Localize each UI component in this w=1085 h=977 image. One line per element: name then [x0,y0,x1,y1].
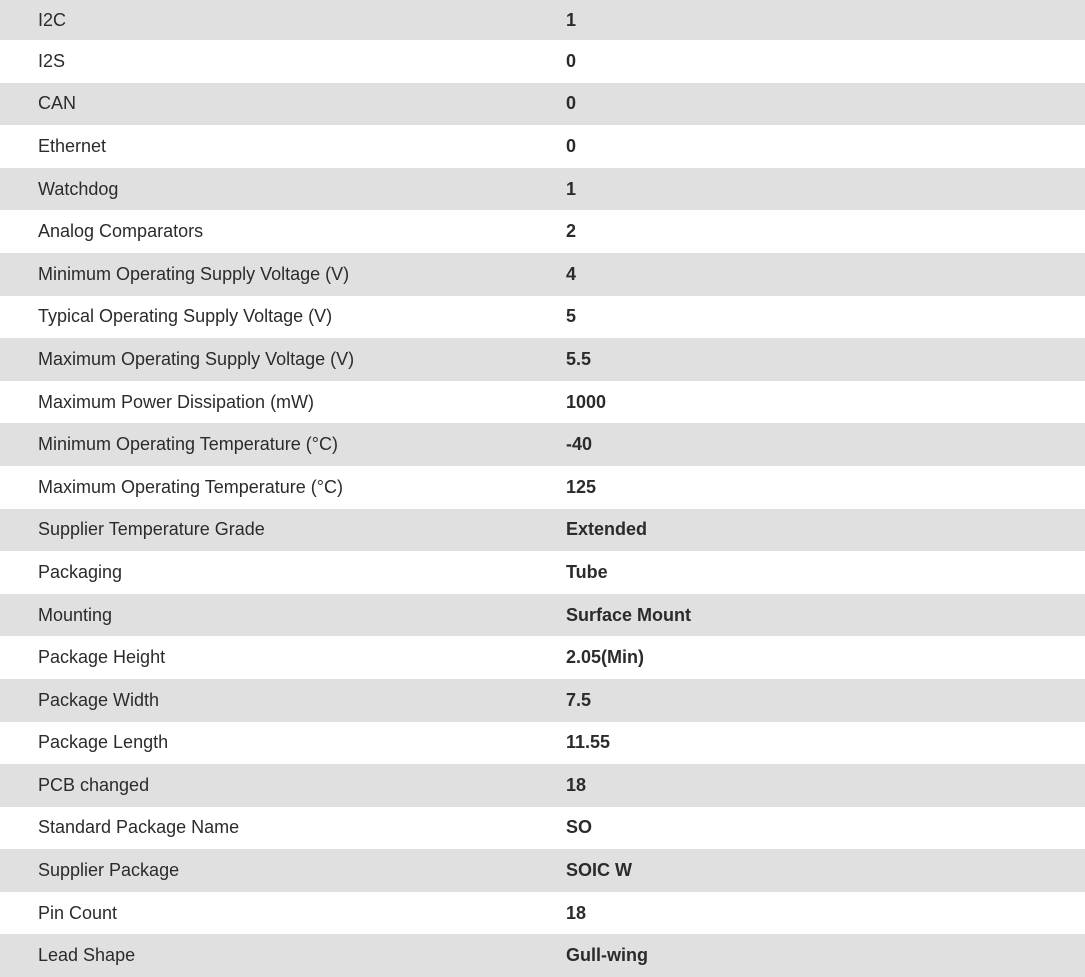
spec-value: 125 [566,476,597,497]
spec-name: Watchdog [38,178,119,199]
spec-value: 1000 [566,391,607,412]
spec-value: 5 [566,306,577,327]
spec-row-pcb-changed [0,764,1085,807]
spec-value: 2 [566,221,577,242]
spec-row-mounting [0,594,1085,637]
spec-row-package-width [0,679,1085,722]
spec-name: Maximum Operating Supply Voltage (V) [38,348,355,369]
spec-name: PCB changed [38,774,150,795]
spec-row-watchdog [0,168,1085,211]
spec-row-ethernet [0,125,1085,168]
spec-value: 0 [566,135,577,156]
spec-name: Packaging [38,561,123,582]
spec-name: CAN [38,93,77,114]
spec-name: Package Width [38,689,160,710]
spec-row-pin-count [0,892,1085,935]
spec-row-max-operating-temperature [0,466,1085,509]
spec-row-package-height [0,636,1085,679]
spec-value: SO [566,817,593,838]
spec-name: Standard Package Name [38,817,240,838]
spec-value: 11.55 [566,732,611,753]
spec-name: I2C [38,9,67,30]
spec-value: Extended [566,519,648,540]
spec-row-analog-comparators [0,210,1085,253]
spec-name: Ethernet [38,135,107,156]
spec-row-supplier-package [0,849,1085,892]
spec-name: Mounting [38,604,113,625]
spec-row-min-operating-temperature [0,423,1085,466]
spec-name: Minimum Operating Supply Voltage (V) [38,263,350,284]
spec-value: 2.05(Min) [566,647,645,668]
spec-name: Maximum Operating Temperature (°C) [38,476,343,497]
spec-name: Pin Count [38,902,118,923]
spec-value: 4 [566,263,577,284]
spec-name: Supplier Package [38,860,180,881]
spec-value: 0 [566,93,577,114]
spec-value: SOIC W [566,860,632,881]
spec-value: Tube [566,561,608,582]
spec-row-i2c [0,0,1085,40]
spec-name: Lead Shape [38,945,136,966]
spec-value: 1 [566,9,577,30]
spec-value: Gull-wing [566,945,648,966]
spec-name: I2S [38,50,66,71]
spec-row-standard-package-name [0,807,1085,850]
spec-name: Typical Operating Supply Voltage (V) [38,306,333,327]
spec-row-supplier-temperature-grade [0,509,1085,552]
spec-value: 7.5 [566,689,592,710]
spec-row-i2s [0,40,1085,83]
spec-name: Analog Comparators [38,221,204,242]
spec-value: 18 [566,774,587,795]
spec-row-min-supply-voltage [0,253,1085,296]
spec-row-max-power-dissipation [0,381,1085,424]
spec-name: Package Length [38,732,169,753]
spec-value: Surface Mount [566,604,692,625]
spec-value: 18 [566,902,587,923]
spec-row-can [0,83,1085,126]
spec-value: 5.5 [566,348,592,369]
spec-name: Maximum Power Dissipation (mW) [38,391,315,412]
spec-row-packaging [0,551,1085,594]
spec-name: Package Height [38,647,166,668]
spec-row-lead-shape [0,934,1085,977]
spec-row-typ-supply-voltage [0,296,1085,339]
spec-row-max-supply-voltage [0,338,1085,381]
spec-value: 1 [566,178,577,199]
spec-row-package-length [0,722,1085,765]
spec-value: -40 [566,434,593,455]
spec-name: Supplier Temperature Grade [38,519,265,540]
spec-name: Minimum Operating Temperature (°C) [38,434,338,455]
spec-value: 0 [566,50,577,71]
